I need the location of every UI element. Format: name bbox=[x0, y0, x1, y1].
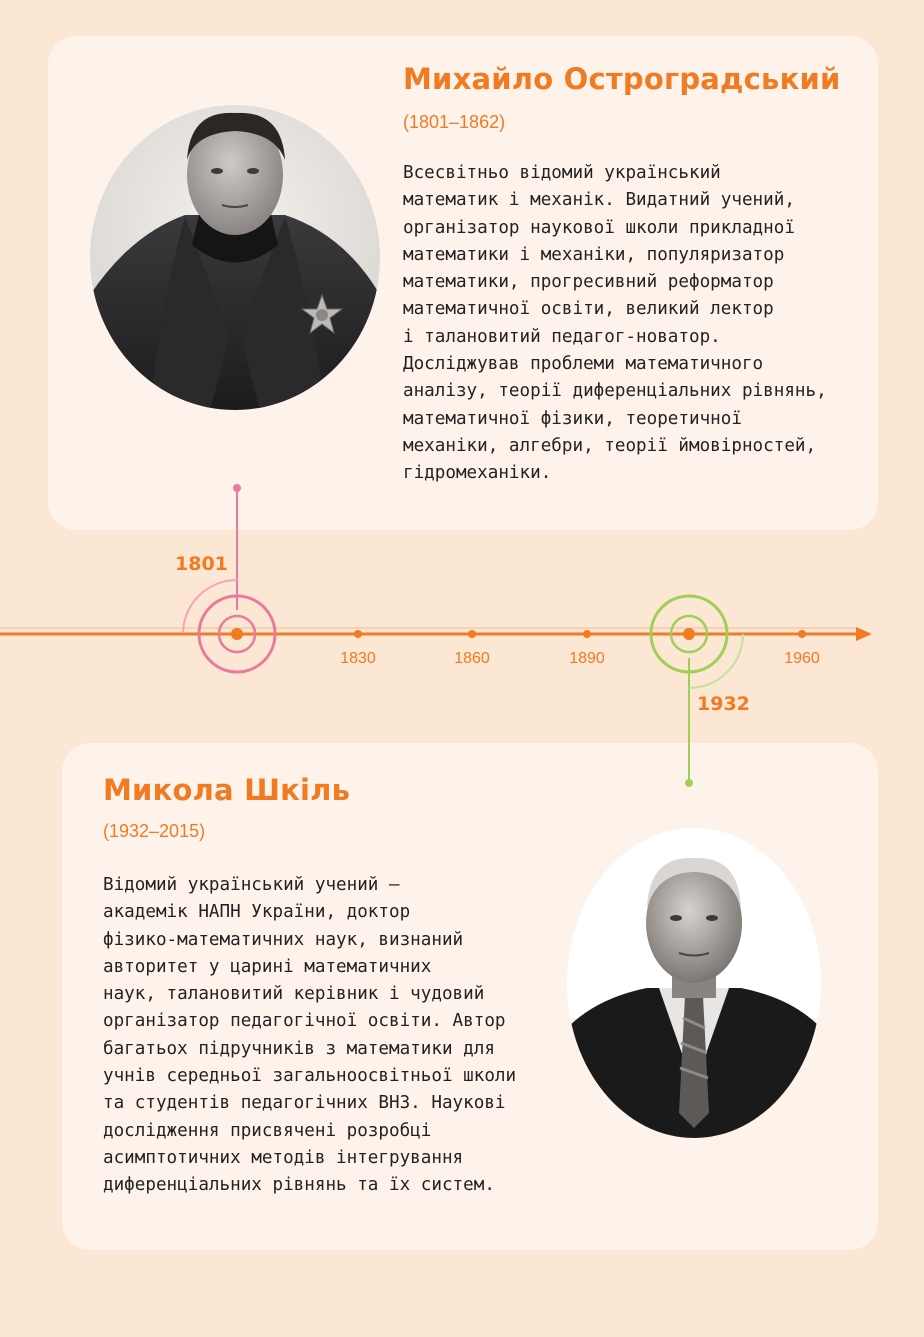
bio-line: фізико-математичних наук, визнаний bbox=[103, 929, 464, 950]
tick-dot-1960 bbox=[798, 630, 806, 638]
tick-label: 1960 bbox=[784, 650, 820, 667]
tick-label: 1860 bbox=[454, 650, 490, 667]
bio-line: математичної освіти, великий лектор bbox=[403, 299, 774, 320]
life-years: (1801–1862) bbox=[403, 112, 506, 132]
timeline-arrow-icon bbox=[856, 627, 872, 641]
bio-line: учнів середньої загальноосвітньої школи bbox=[103, 1066, 517, 1087]
bio-line: математичної фізики, теоретичної bbox=[403, 408, 742, 429]
bio-line: Всесвітньо відомий український bbox=[403, 163, 721, 183]
bio-line: математик і механік. Видатний учений, bbox=[403, 190, 795, 211]
bio-line: Відомий український учений — bbox=[103, 875, 400, 895]
bio-line: і талановитий педагог-новатор. bbox=[403, 326, 721, 347]
bio-line: наук, талановитий керівник і чудовий bbox=[103, 984, 485, 1005]
event-marker-1932 bbox=[651, 596, 743, 688]
tick-label: 1890 bbox=[569, 650, 605, 667]
event-year-label: 1932 bbox=[697, 693, 750, 715]
tick-dot-1860 bbox=[468, 630, 476, 638]
bio-line: організатор педагогічної освіти. Автор bbox=[103, 1011, 506, 1032]
person-name: Михайло Остроградський bbox=[403, 62, 841, 96]
bio-line: асимптотичних методів інтегрування bbox=[103, 1147, 464, 1168]
bio-line: академік НАПН України, доктор bbox=[103, 902, 411, 923]
bio-line: механіки, алгебри, теорії ймовірностей, bbox=[403, 435, 817, 456]
tick-dot-1890 bbox=[583, 630, 591, 638]
connector-dot-1801 bbox=[233, 484, 241, 492]
tick-dot-1830 bbox=[354, 630, 362, 638]
bio-line: гідромеханіки. bbox=[403, 463, 552, 484]
bio-line: математики і механіки, популяризатор bbox=[403, 244, 785, 265]
bio-line: аналізу, теорії диференціальних рівнянь, bbox=[403, 381, 827, 402]
bio-line: та студентів педагогічних ВНЗ. Наукові bbox=[103, 1093, 506, 1114]
tick-label: 1830 bbox=[340, 650, 376, 667]
bio-line: дослідження присвячені розробці bbox=[103, 1120, 432, 1141]
bio-line: математики, прогресивний реформатор bbox=[403, 272, 774, 293]
bio-line: авторитет у царині математичних bbox=[103, 956, 432, 977]
bio-line: організатор наукової школи прикладної bbox=[403, 217, 795, 238]
bio-line: багатьох підручників з математики для bbox=[103, 1038, 495, 1059]
event-marker-1801 bbox=[183, 580, 275, 672]
event-year-label: 1801 bbox=[175, 553, 228, 575]
bio-line: Досліджував проблеми математичного bbox=[403, 354, 764, 375]
connector-dot-1932 bbox=[685, 779, 693, 787]
person-name: Микола Шкіль bbox=[103, 773, 351, 807]
bio-line: диференціальних рівнянь та їх систем. bbox=[103, 1175, 495, 1196]
life-years: (1932–2015) bbox=[103, 821, 206, 841]
